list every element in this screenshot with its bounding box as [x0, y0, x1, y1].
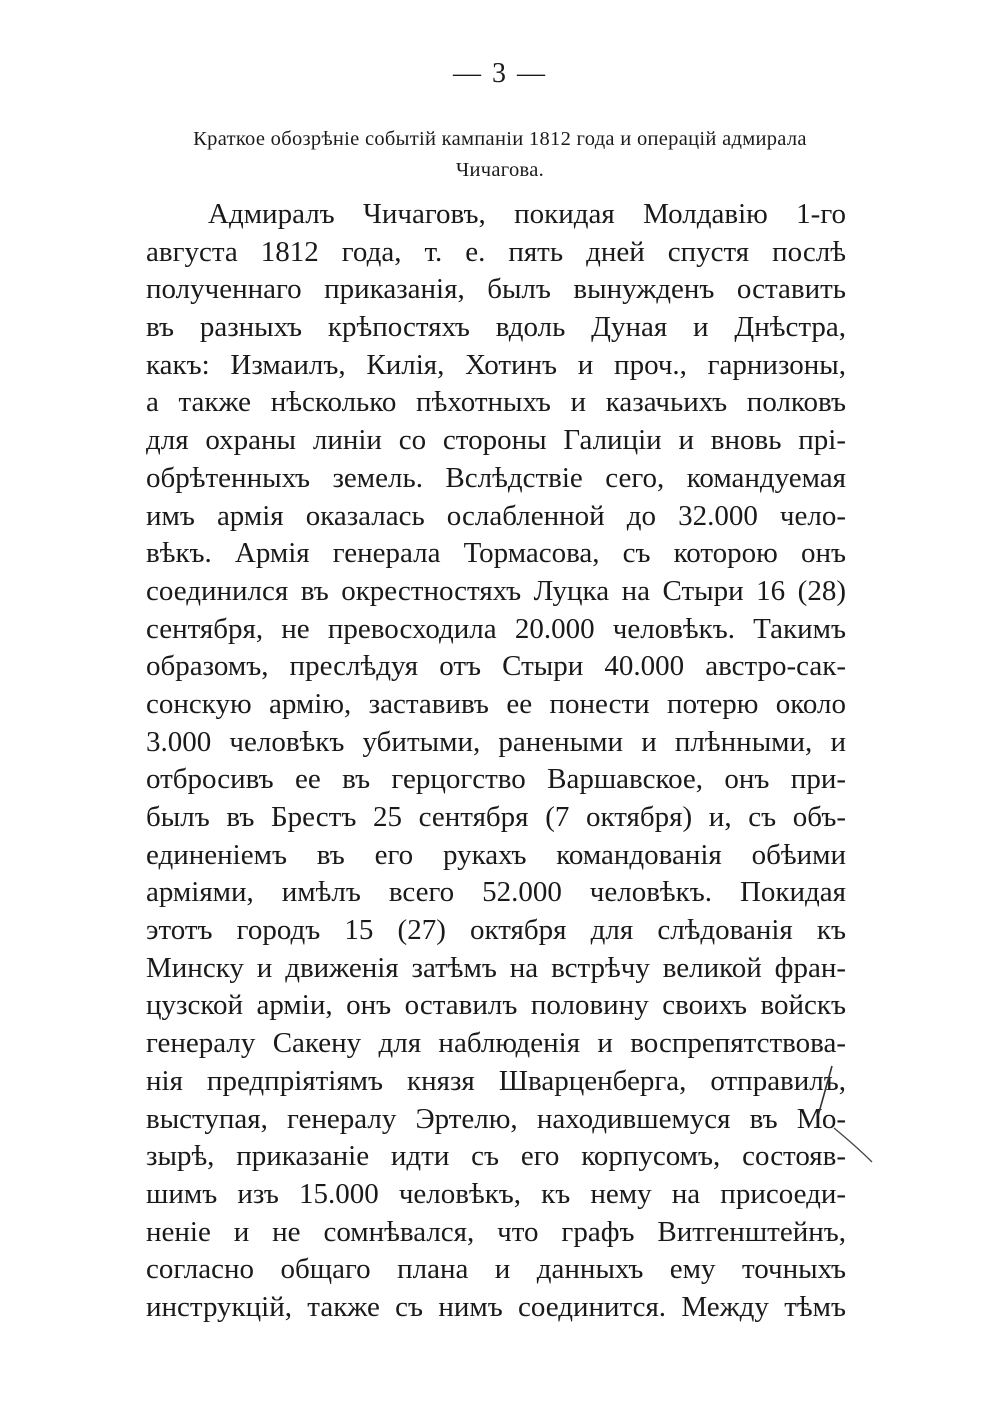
body-paragraph [146, 196, 846, 1327]
text-line: а также нѣсколько пѣхотныхъ и казачьихъ полковъ [146, 386, 846, 419]
text-line: инструкцій, также съ нимъ соединится. Между тѣмъ [146, 1290, 846, 1323]
text-line: шимъ изъ 15.000 человѣкъ, къ нему на присоеди- [146, 1177, 846, 1210]
text-line: августа 1812 года, т. е. пять дней спустя послѣ [146, 235, 846, 268]
text-line: имъ армія оказалась ослабленной до 32.000 чело- [146, 499, 846, 532]
text-line: обрѣтенныхъ земель. Вслѣдствіе сего, командуемая [146, 461, 846, 494]
text-line: Минску и движенія затѣмъ на встрѣчу великой фран- [146, 951, 846, 984]
text-line: былъ въ Брестъ 25 сентября (7 октября) и, съ объ- [146, 801, 846, 833]
text-line: Адмиралъ Чичаговъ, покидая Молдавію 1-го [208, 198, 846, 230]
text-line: соединился въ окрестностяхъ Луцка на Стыри 16 (28) [146, 574, 846, 607]
text-line: единеніемъ въ его рукахъ командованія обѣими [146, 838, 846, 871]
text-line: для охраны линіи со стороны Галиціи и вновь прі- [146, 424, 846, 457]
text-line: арміями, имѣлъ всего 52.000 человѣкъ. Покидая [146, 876, 846, 909]
text-line: согласно общаго плана и данныхъ ему точныхъ [146, 1253, 846, 1286]
pencil-mark [812, 1058, 876, 1178]
text-line: въ разныхъ крѣпостяхъ вдоль Дуная и Днѣстра, [146, 311, 846, 344]
text-line: сентября, не превосходила 20.000 человѣкъ. Такимъ [146, 612, 846, 645]
text-line: выступая, генералу Эртелю, находившемуся въ Мо- [146, 1102, 846, 1135]
text-line: отбросивъ ее въ герцогство Варшавское, онъ при- [146, 763, 846, 796]
page-number: — 3 — [453, 58, 547, 89]
section-heading [135, 124, 865, 186]
text-line: генералу Сакену для наблюденія и воспрепятствова- [146, 1027, 846, 1060]
text-line: неніе и не сомнѣвался, что графъ Витгенштейнъ, [146, 1215, 846, 1248]
text-line: цузской арміи, онъ оставилъ половину своихъ войскъ [146, 989, 846, 1022]
text-line: зырѣ, приказаніе идти съ его корпусомъ, состояв- [146, 1140, 846, 1173]
text-line: вѣкъ. Армія генерала Тормасова, съ которою онъ [146, 537, 846, 570]
text-line: какъ: Измаилъ, Килія, Хотинъ и проч., гарнизоны, [146, 348, 846, 381]
text-line: сонскую армію, заставивъ ее понести потерю около [146, 687, 846, 720]
section-heading-line-1: Краткое обозрѣніе событій кампаніи 1812 года и операцій адмирала [193, 128, 807, 150]
section-heading-line-2: Чичагова. [455, 159, 545, 181]
text-line: полученнаго приказанія, былъ вынужденъ оставить [146, 273, 846, 306]
text-line: этотъ городъ 15 (27) октября для слѣдованія къ [146, 914, 846, 947]
text-line: образомъ, преслѣдуя отъ Стыри 40.000 австро-сак- [146, 650, 846, 683]
text-line: 3.000 человѣкъ убитыми, ранеными и плѣнными, и [146, 725, 846, 758]
text-line: нія предпріятіямъ князя Шварценберга, отправилъ, [146, 1064, 846, 1097]
